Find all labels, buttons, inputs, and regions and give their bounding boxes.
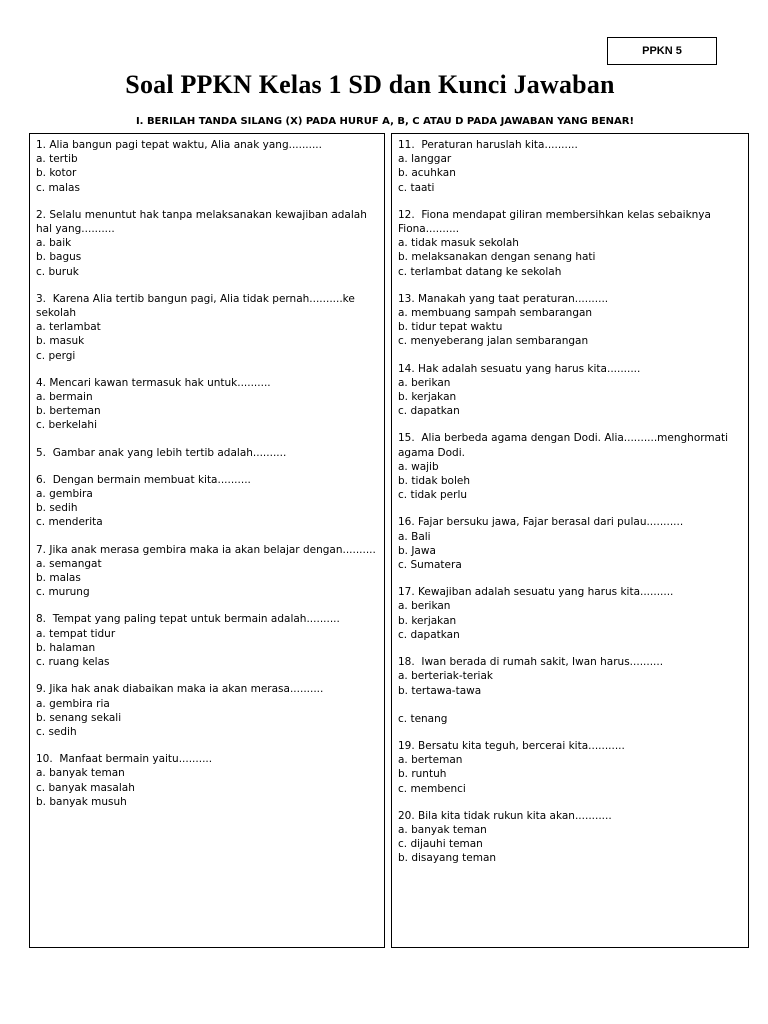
question-item (398, 809, 742, 866)
answer-option: b. malas (36, 572, 81, 585)
answer-option: b. tidur tepat waktu (398, 321, 503, 334)
answer-option: a. berikan (398, 600, 451, 613)
question-text: 1. Alia bangun pagi tepat waktu, Alia anak yang.......... (36, 139, 322, 151)
answer-option: a. bermain (36, 391, 93, 404)
option-gap (398, 698, 742, 712)
question-item (398, 208, 742, 279)
question-text: 11. Peraturan haruslah kita.......... (398, 139, 578, 151)
answer-option: a. tempat tidur (36, 627, 116, 640)
answer-option: a. semangat (36, 557, 102, 570)
answer-option: b. banyak musuh (36, 795, 127, 808)
answer-option: c. dijauhi teman (398, 838, 483, 851)
answer-option: a. baik (36, 237, 72, 250)
question-text: 7. Jika anak merasa gembira maka ia akan belajar dengan.......... (36, 543, 376, 556)
question-text: 4. Mencari kawan termasuk hak untuk.......... (36, 376, 271, 389)
answer-option: b. masuk (36, 335, 85, 348)
questions-column-left (29, 133, 385, 948)
question-text: 10. Manfaat bermain yaitu.......... (36, 753, 213, 766)
question-item (36, 208, 378, 279)
question-text: 14. Hak adalah sesuatu yang harus kita.......... (398, 362, 641, 375)
question-item (398, 585, 742, 642)
answer-option: c. berkelahi (36, 419, 97, 432)
answer-option: a. terlambat (36, 321, 101, 334)
answer-option: b. tertawa-tawa (398, 684, 482, 697)
question-text: 5. Gambar anak yang lebih tertib adalah.......... (36, 446, 287, 459)
answer-option: c. banyak masalah (36, 781, 135, 794)
question-text: 9. Jika hak anak diabaikan maka ia akan merasa.......... (36, 683, 324, 696)
question-text: 18. Iwan berada di rumah sakit, Iwan harus.......... (398, 656, 664, 669)
answer-option: b. senang sekali (36, 711, 122, 724)
page-title: Soal PPKN Kelas 1 SD dan Kunci Jawaban (125, 70, 615, 99)
question-item (36, 292, 378, 363)
answer-option: c. Sumatera (398, 559, 462, 572)
question-item (36, 612, 378, 669)
answer-option: c. murung (36, 586, 90, 599)
question-item (398, 292, 742, 349)
question-item (398, 362, 742, 419)
question-item (36, 138, 378, 195)
answer-option: a. berikan (398, 376, 451, 389)
question-text: 17. Kewajiban adalah sesuatu yang harus kita.......... (398, 586, 674, 599)
answer-option: b. melaksanakan dengan senang hati (398, 251, 596, 264)
answer-option: b. runtuh (398, 768, 447, 781)
answer-option: b. bagus (36, 251, 82, 264)
answer-option: b. kotor (36, 167, 77, 180)
answer-option: c. pergi (36, 349, 76, 362)
answer-option: b. Jawa (398, 544, 436, 557)
answer-option: c. dapatkan (398, 628, 460, 641)
question-item (36, 376, 378, 433)
question-item (36, 543, 378, 600)
answer-option: c. malas (36, 181, 80, 194)
question-item (398, 431, 742, 502)
answer-option: a. banyak teman (36, 767, 125, 780)
answer-option: c. membenci (398, 782, 466, 795)
answer-option: b. tidak boleh (398, 475, 471, 488)
question-item (36, 473, 378, 530)
question-text: 8. Tempat yang paling tepat untuk bermain adalah.......... (36, 613, 340, 626)
answer-option: a. gembira ria (36, 697, 110, 710)
question-text: 16. Fajar bersuku jawa, Fajar berasal dari pulau........... (398, 516, 684, 529)
answer-option: a. wajib (398, 460, 439, 473)
answer-option: a. membuang sampah sembarangan (398, 307, 593, 320)
answer-option: c. sedih (36, 725, 77, 738)
answer-option: c. menderita (36, 516, 103, 529)
answer-option: a. langgar (398, 153, 452, 166)
answer-option: b. berteman (36, 405, 101, 418)
answer-option: c. terlambat datang ke sekolah (398, 265, 562, 278)
answer-option: c. ruang kelas (36, 656, 110, 669)
question-text: 19. Bersatu kita teguh, bercerai kita........... (398, 739, 625, 752)
question-item (398, 138, 742, 195)
answer-option: b. kerjakan (398, 391, 457, 404)
question-item (36, 752, 378, 809)
answer-option: c. dapatkan (398, 405, 460, 418)
question-text: 12. Fiona mendapat giliran membersihkan kelas sebaiknya Fiona.......... (398, 208, 715, 236)
question-text: 13. Manakah yang taat peraturan.......... (398, 292, 609, 305)
question-text: 3. Karena Alia tertib bangun pagi, Alia tidak pernah..........ke sekolah (36, 292, 359, 320)
answer-option: c. taati (398, 181, 435, 194)
answer-option: a. banyak teman (398, 823, 487, 836)
question-item (398, 515, 742, 572)
answer-option: a. tertib (36, 153, 78, 166)
question-text: 20. Bila kita tidak rukun kita akan........... (398, 809, 612, 822)
answer-option: c. tidak perlu (398, 489, 468, 502)
question-text: 2. Selalu menuntut hak tanpa melaksanakan kewajiban adalah hal yang.......... (36, 208, 371, 236)
answer-option: c. menyeberang jalan sembarangan (398, 335, 589, 348)
questions-column-right (391, 133, 749, 948)
instruction-text: I. BERILAH TANDA SILANG (X) PADA HURUF A, B, C ATAU D PADA JAWABAN YANG BENAR! (135, 116, 635, 127)
answer-option: a. tidak masuk sekolah (398, 237, 519, 250)
answer-option: c. buruk (36, 265, 79, 278)
answer-option: c. tenang (398, 712, 448, 725)
question-text: 6. Dengan bermain membuat kita.......... (36, 473, 251, 486)
question-item (398, 739, 742, 796)
answer-option: a. berteman (398, 754, 463, 767)
answer-option: b. acuhkan (398, 167, 456, 180)
answer-option: a. berteriak-teriak (398, 670, 493, 683)
question-item (398, 655, 742, 726)
question-item (36, 446, 378, 460)
question-item (36, 682, 378, 739)
answer-option: b. halaman (36, 641, 96, 654)
answer-option: b. disayang teman (398, 852, 497, 865)
answer-option: b. sedih (36, 502, 78, 515)
subject-badge: PPKN 5 (607, 37, 717, 65)
answer-option: a. gembira (36, 488, 93, 501)
answer-option: b. kerjakan (398, 614, 457, 627)
question-text: 15. Alia berbeda agama dengan Dodi. Alia..........menghormati agama Dodi. (398, 432, 732, 459)
answer-option: a. Bali (398, 530, 431, 543)
